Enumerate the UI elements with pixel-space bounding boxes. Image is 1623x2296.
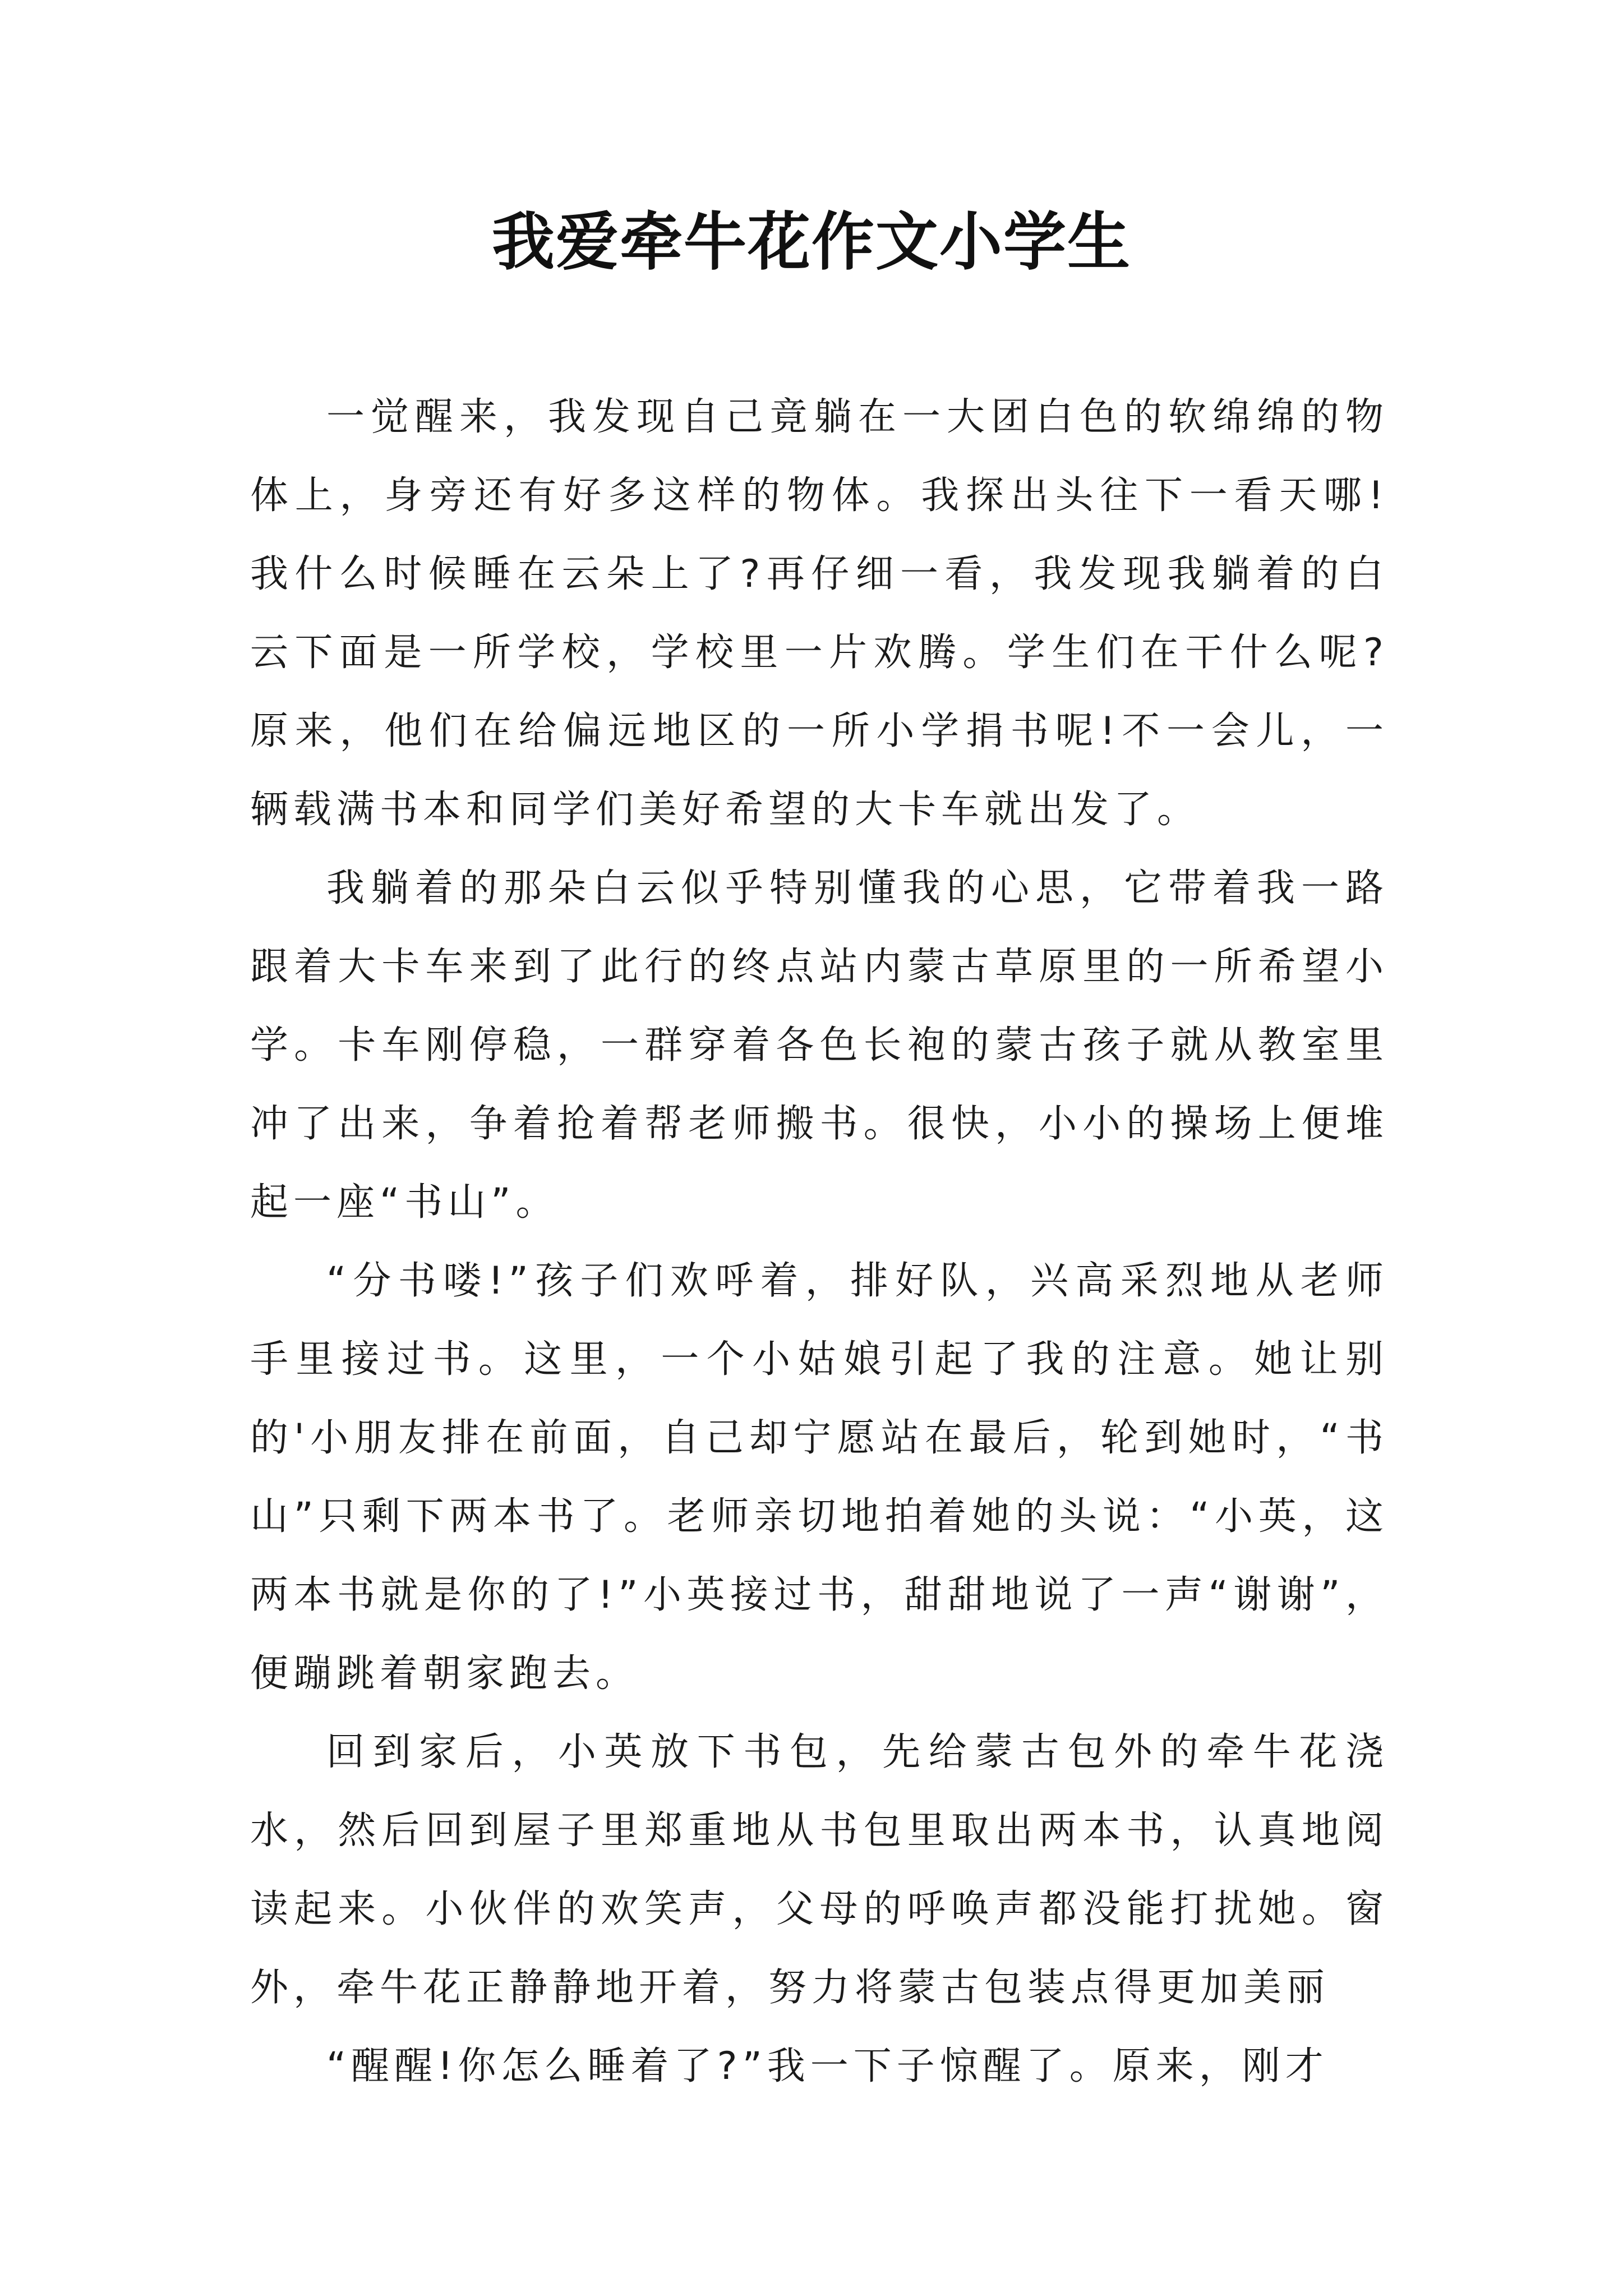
paragraph: 回到家后，小英放下书包，先给蒙古包外的牵牛花浇水，然后回到屋子里郑重地从书包里取出两本书，认真地阅读起来。小伙伴的欢笑声，父母的呼唤声都没能打扰她。窗外，牵牛花正静静地开着，努力将蒙古包装点得更加美丽 [250, 1730, 1389, 2010]
document-title: 我爱牵牛花作文小学生 [492, 205, 1131, 279]
paragraph: 我躺着的那朵白云似乎特别懂我的心思，它带着我一路跟着大卡车来到了此行的终点站内蒙古草原里的一所希望小学。卡车刚停稳，一群穿着各色长袍的蒙古孩子就从教室里冲了出来，争着抢着帮老师搬书。很快，小小的操场上便堆起一座“书山”。 [250, 866, 1389, 1225]
paragraph: “醒醒!你怎么睡着了?”我一下子惊醒了。原来，刚才 [326, 2044, 1329, 2088]
paragraph: 一觉醒来，我发现自己竟躺在一大团白色的软绵绵的物体上，身旁还有好多这样的物体。我探出头往下一看天哪!我什么时候睡在云朵上了?再仔细一看，我发现我躺着的白云下面是一所学校，学校里一片欢腾。学生们在干什么呢?原来，他们在给偏远地区的一所小学捐书呢!不一会儿，一辆载满书本和同学们美好希望的大卡车就出发了。 [250, 395, 1389, 832]
paragraph: “分书喽!”孩子们欢呼着，排好队，兴高采烈地从老师手里接过书。这里，一个小姑娘引起了我的注意。她让别的'小朋友排在前面，自己却宁愿站在最后，轮到她时，“书山”只剩下两本书了。老师亲切地拍着她的头说：“小英，这两本书就是你的了!”小英接过书，甜甜地说了一声“谢谢”，便蹦跳着朝家跑去。 [250, 1259, 1389, 1696]
document-body [250, 378, 1389, 2106]
